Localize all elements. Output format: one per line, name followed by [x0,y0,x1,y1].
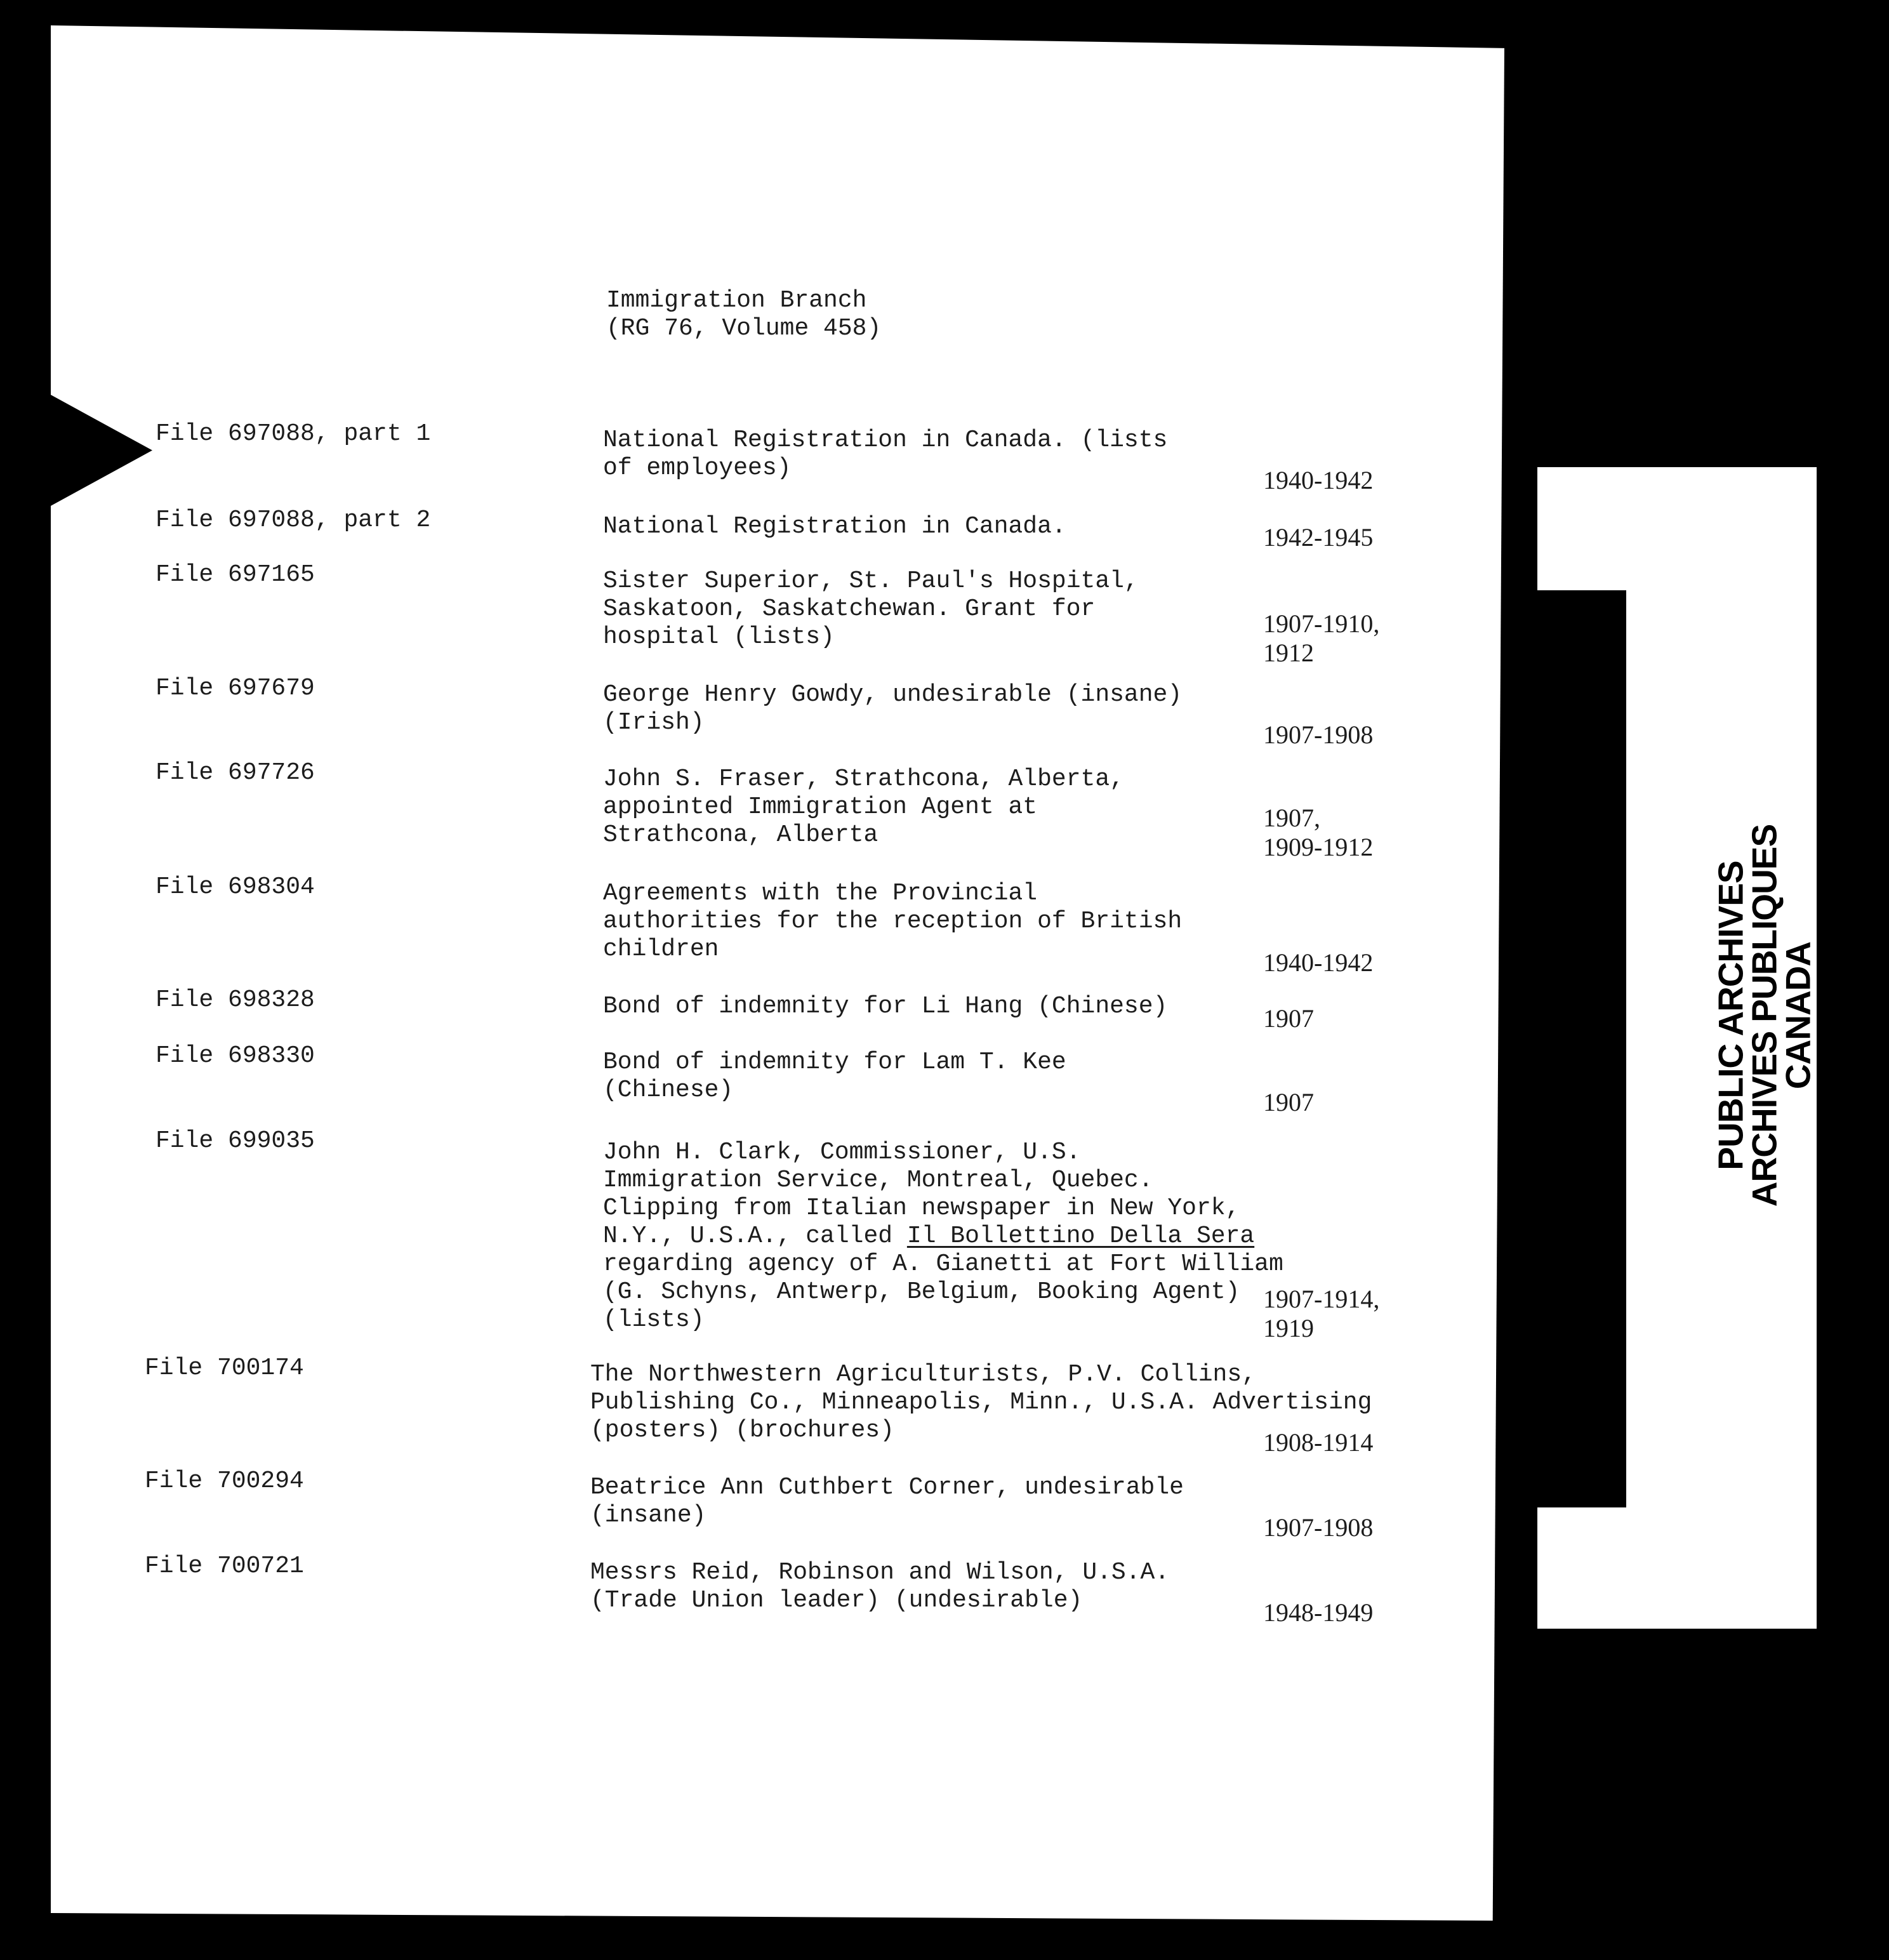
file-description [603,1049,1066,1104]
description-line [603,1222,1283,1250]
header-title: Immigration Branch [606,287,867,314]
file-description [603,1139,1283,1334]
description-line: (Irish) [603,709,705,736]
date-line: 1907, [1263,804,1320,832]
description-line: children [603,936,719,963]
stamp-line: CANADA [1778,941,1818,1090]
description-text: N.Y., U.S.A., called [603,1222,907,1250]
date-line: 1942-1945 [1263,523,1374,552]
file-number: File 698328 [156,986,315,1014]
description-line: Messrs Reid, Robinson and Wilson, U.S.A. [590,1559,1170,1586]
file-number: File 699035 [156,1127,315,1155]
file-dates [1263,1285,1379,1343]
date-line: 1919 [1263,1314,1314,1342]
date-line: 1907 [1263,1088,1314,1116]
date-line: 1940-1942 [1263,948,1374,977]
date-line: 1940-1942 [1263,466,1374,494]
description-line: of employees) [603,454,792,482]
file-dates [1263,1428,1373,1457]
description-line: Agreements with the Provincial [603,880,1038,907]
date-line: 1907-1908 [1263,720,1374,749]
file-dates [1263,609,1379,668]
description-line: authorities for the reception of British [603,908,1183,935]
date-line: 1907-1910, [1263,609,1380,638]
date-line: 1912 [1263,639,1314,667]
description-line: Saskatoon, Saskatchewan. Grant for [603,595,1096,623]
file-number: File 697679 [156,675,315,702]
date-line: 1948-1949 [1263,1598,1374,1627]
description-line: (Trade Union leader) (undesirable) [590,1587,1083,1614]
date-line: 1908-1914 [1263,1428,1374,1457]
file-number: File 700294 [145,1467,304,1495]
archive-stamp [1711,824,1818,1207]
description-line: The Northwestern Agriculturists, P.V. Collins, [590,1361,1256,1388]
description-line: Bond of indemnity for Li Hang (Chinese) [603,993,1168,1020]
file-description [603,567,1139,651]
file-number: File 700174 [145,1354,304,1382]
description-line: Strathcona, Alberta [603,821,878,849]
archive-stamp-bar [1537,590,1626,1507]
file-description [603,765,1124,849]
description-line: regarding agency of A. Gianetti at Fort William [603,1250,1283,1278]
file-number: File 697165 [156,561,315,588]
file-dates [1263,804,1373,862]
file-description [590,1559,1169,1615]
file-description [603,427,1167,482]
file-description [590,1474,1184,1530]
file-dates [1263,1004,1314,1033]
description-line: National Registration in Canada. [603,513,1066,540]
file-description [590,1361,1372,1445]
date-line: 1907 [1263,1004,1314,1033]
description-line: (Chinese) [603,1076,734,1104]
file-number: File 697726 [156,759,315,786]
file-dates [1263,523,1373,552]
description-line: Bond of indemnity for Lam T. Kee [603,1049,1066,1076]
stamp-line: ARCHIVES PUBLIQUES [1744,824,1784,1207]
file-number: File 697088, part 1 [156,420,431,447]
stamp-line: PUBLIC ARCHIVES [1711,861,1751,1170]
file-dates [1263,1088,1314,1117]
newspaper-title: Il Bollettino Della Sera [906,1222,1255,1250]
file-number: File 697088, part 2 [156,507,431,534]
file-dates [1263,1598,1373,1627]
file-description [603,880,1182,963]
description-line: appointed Immigration Agent at [603,793,1038,821]
file-number: File 698330 [156,1042,315,1069]
file-description [603,681,1182,737]
date-line: 1907-1908 [1263,1513,1374,1542]
description-line: (G. Schyns, Antwerp, Belgium, Booking Agent) [603,1278,1240,1306]
file-number: File 698304 [156,873,315,901]
description-line: Beatrice Ann Cuthbert Corner, undesirable [590,1474,1184,1501]
header-reference: (RG 76, Volume 458) [606,315,882,342]
file-dates [1263,466,1373,495]
description-line: Immigration Service, Montreal, Quebec. [603,1167,1153,1194]
description-line: Publishing Co., Minneapolis, Minn., U.S.A. Advertising [590,1389,1372,1416]
description-line: John H. Clark, Commissioner, U.S. [603,1139,1081,1166]
description-line: Sister Superior, St. Paul's Hospital, [603,567,1139,595]
date-line: 1909-1912 [1263,833,1374,861]
date-line: 1907-1914, [1263,1285,1380,1313]
file-description [603,513,1066,541]
description-line: John S. Fraser, Strathcona, Alberta, [603,765,1124,793]
file-dates [1263,1513,1373,1542]
file-dates [1263,720,1373,750]
description-line: (posters) (brochures) [590,1417,894,1444]
file-description [603,993,1167,1021]
description-line: National Registration in Canada. (lists [603,427,1168,454]
file-number: File 700721 [145,1553,304,1580]
description-line: (lists) [603,1306,705,1334]
document-header [606,287,881,343]
description-line: Clipping from Italian newspaper in New York, [603,1195,1240,1222]
description-line: hospital (lists) [603,623,835,651]
description-line: (insane) [590,1502,706,1529]
file-dates [1263,948,1373,977]
description-line: George Henry Gowdy, undesirable (insane) [603,681,1183,708]
